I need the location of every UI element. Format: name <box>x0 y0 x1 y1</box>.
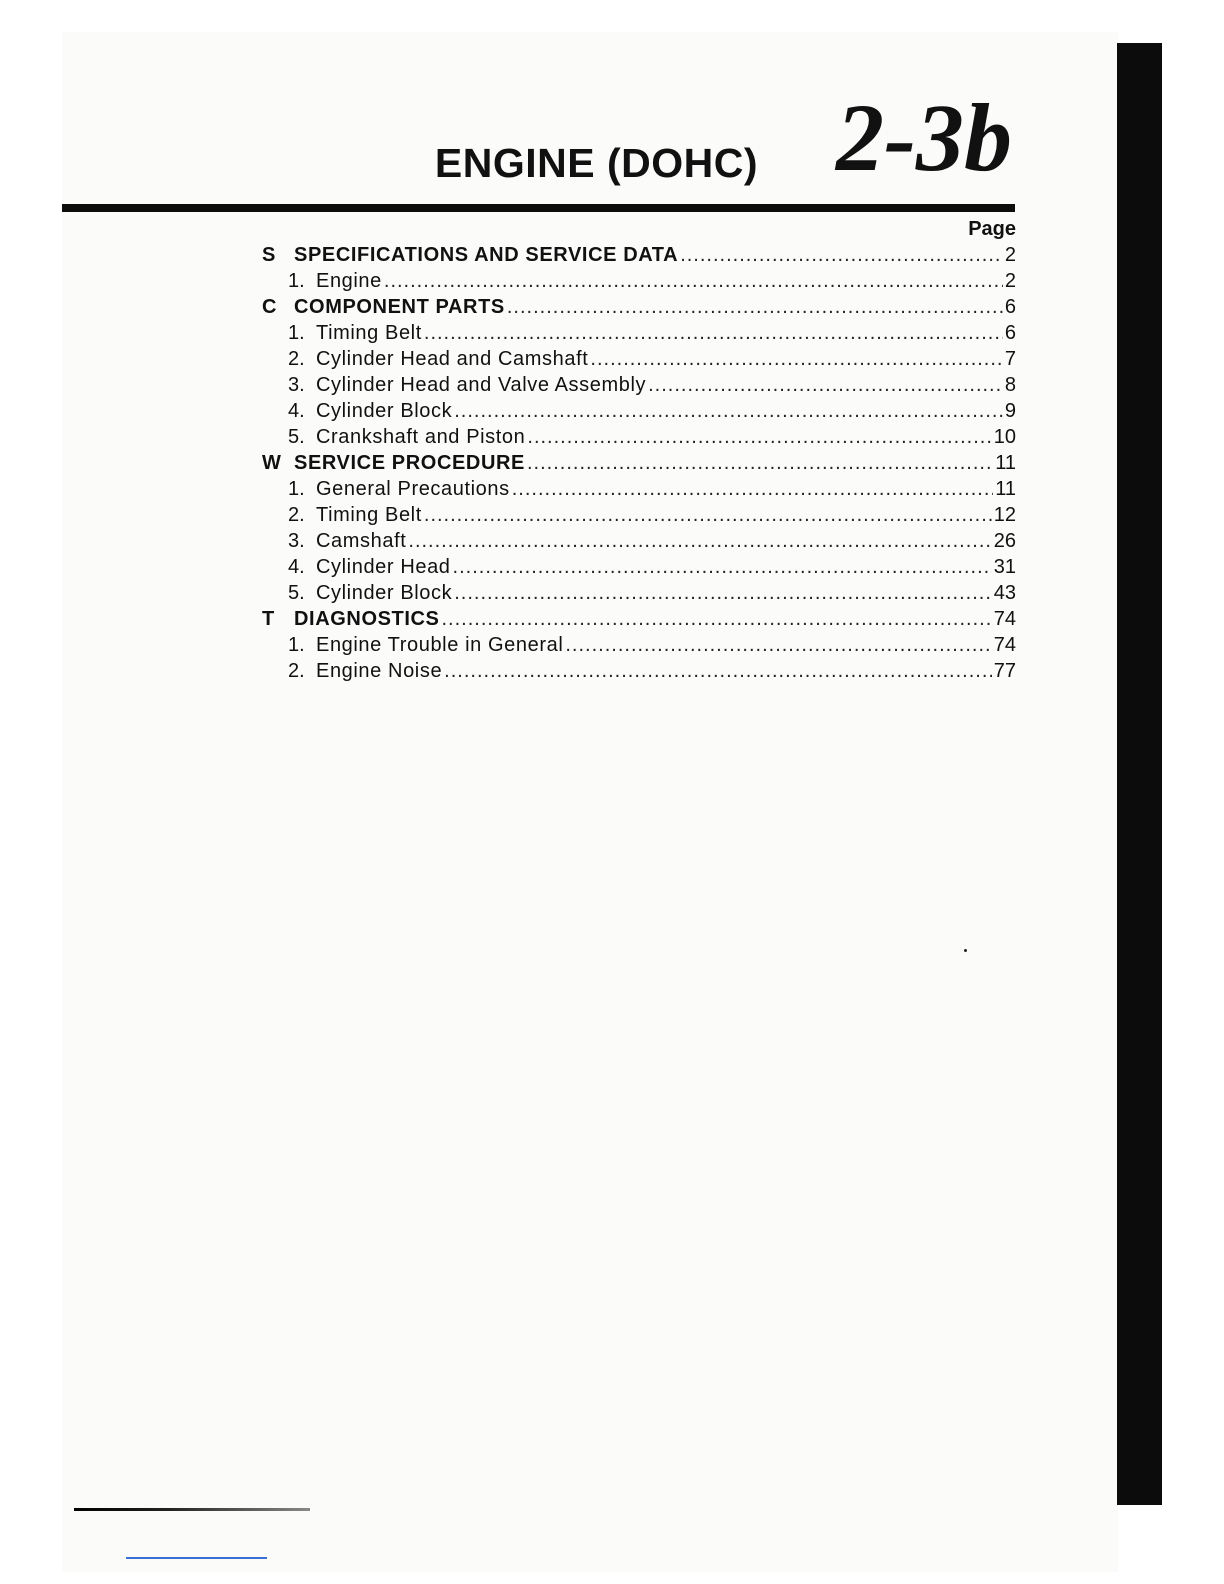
item-number: 2. <box>288 348 305 370</box>
dot-leader <box>565 632 991 658</box>
toc-title: General Precautions <box>316 478 510 500</box>
toc-subsection-row[interactable] <box>262 554 1016 580</box>
dot-leader <box>648 372 1003 398</box>
dot-leader <box>680 242 1003 268</box>
dot-leader <box>527 424 991 450</box>
dot-leader <box>424 502 992 528</box>
item-number: 4. <box>288 556 305 578</box>
toc-title: Engine Noise <box>316 660 443 682</box>
item-number: 2. <box>288 504 305 526</box>
item-number: 1. <box>288 322 305 344</box>
scan-speck <box>964 949 967 952</box>
toc-subsection-row[interactable] <box>262 268 1016 294</box>
toc-section-row[interactable] <box>262 606 1016 632</box>
toc-page-number: 11 <box>995 452 1016 474</box>
item-number: 5. <box>288 426 305 448</box>
toc-subsection-row[interactable] <box>262 476 1016 502</box>
scan-edge-line <box>126 1557 267 1559</box>
dot-leader <box>424 320 1003 346</box>
dot-leader <box>453 554 992 580</box>
item-number: 1. <box>288 634 305 656</box>
dot-leader <box>408 528 991 554</box>
item-number: 1. <box>288 270 305 292</box>
toc-title: Cylinder Head <box>316 556 451 578</box>
dot-leader <box>384 268 1003 294</box>
toc-title: Cylinder Block <box>316 582 453 604</box>
dot-leader <box>527 450 993 476</box>
toc-page-number: 43 <box>993 582 1016 604</box>
toc-title: Timing Belt <box>316 504 422 526</box>
dot-leader <box>507 294 1003 320</box>
toc-page-number: 74 <box>993 634 1016 656</box>
toc-title: SERVICE PROCEDURE <box>294 452 525 474</box>
toc-page-number: 11 <box>995 478 1016 500</box>
toc-page-number: 6 <box>1004 296 1016 318</box>
toc-title: Cylinder Block <box>316 400 453 422</box>
toc-subsection-row[interactable] <box>262 372 1016 398</box>
toc-page-number: 6 <box>1004 322 1016 344</box>
toc-page-number: 10 <box>993 426 1016 448</box>
toc-title: Timing Belt <box>316 322 422 344</box>
section-index-tab <box>1117 43 1162 1505</box>
section-letter: S <box>262 244 276 266</box>
section-number: 2-3b <box>836 84 1012 191</box>
page-column-heading: Page <box>968 218 1016 240</box>
footer-rule <box>74 1508 310 1511</box>
item-number: 3. <box>288 374 305 396</box>
section-letter: C <box>262 296 277 318</box>
dot-leader <box>512 476 994 502</box>
toc-title: DIAGNOSTICS <box>294 608 440 630</box>
toc-section-row[interactable] <box>262 242 1016 268</box>
toc-section-row[interactable] <box>262 294 1016 320</box>
toc-page-number: 77 <box>993 660 1016 682</box>
toc-subsection-row[interactable] <box>262 320 1016 346</box>
page-header <box>0 84 1016 196</box>
toc-subsection-row[interactable] <box>262 346 1016 372</box>
toc-page-number: 2 <box>1004 270 1016 292</box>
toc-page-number: 7 <box>1004 348 1016 370</box>
toc-subsection-row[interactable] <box>262 632 1016 658</box>
toc-page-number: 2 <box>1004 244 1016 266</box>
toc-title: COMPONENT PARTS <box>294 296 505 318</box>
dot-leader <box>454 580 992 606</box>
toc-page-number: 9 <box>1004 400 1016 422</box>
table-of-contents <box>262 216 1016 684</box>
toc-subsection-row[interactable] <box>262 528 1016 554</box>
toc-page-number: 31 <box>993 556 1016 578</box>
toc-title: Cylinder Head and Valve Assembly <box>316 374 647 396</box>
toc-subsection-row[interactable] <box>262 658 1016 684</box>
toc-page-number: 74 <box>993 608 1016 630</box>
item-number: 2. <box>288 660 305 682</box>
toc-title: Engine <box>316 270 382 292</box>
toc-page-number: 8 <box>1004 374 1016 396</box>
toc-title: Cylinder Head and Camshaft <box>316 348 589 370</box>
item-number: 5. <box>288 582 305 604</box>
item-number: 3. <box>288 530 305 552</box>
toc-section-row[interactable] <box>262 450 1016 476</box>
section-letter: W <box>262 452 281 474</box>
section-letter: T <box>262 608 275 630</box>
toc-page-number: 12 <box>993 504 1016 526</box>
toc-subsection-row[interactable] <box>262 502 1016 528</box>
item-number: 1. <box>288 478 305 500</box>
dot-leader <box>442 606 992 632</box>
toc-title: SPECIFICATIONS AND SERVICE DATA <box>294 244 679 266</box>
dot-leader <box>454 398 1003 424</box>
toc-subsection-row[interactable] <box>262 398 1016 424</box>
toc-page-number: 26 <box>993 530 1016 552</box>
toc-subsection-row[interactable] <box>262 580 1016 606</box>
section-title: ENGINE (DOHC) <box>434 140 758 186</box>
toc-title: Camshaft <box>316 530 407 552</box>
toc-title: Crankshaft and Piston <box>316 426 526 448</box>
toc-subsection-row[interactable] <box>262 424 1016 450</box>
header-rule <box>62 204 1015 212</box>
item-number: 4. <box>288 400 305 422</box>
dot-leader <box>590 346 1002 372</box>
toc-title: Engine Trouble in General <box>316 634 564 656</box>
dot-leader <box>444 658 992 684</box>
